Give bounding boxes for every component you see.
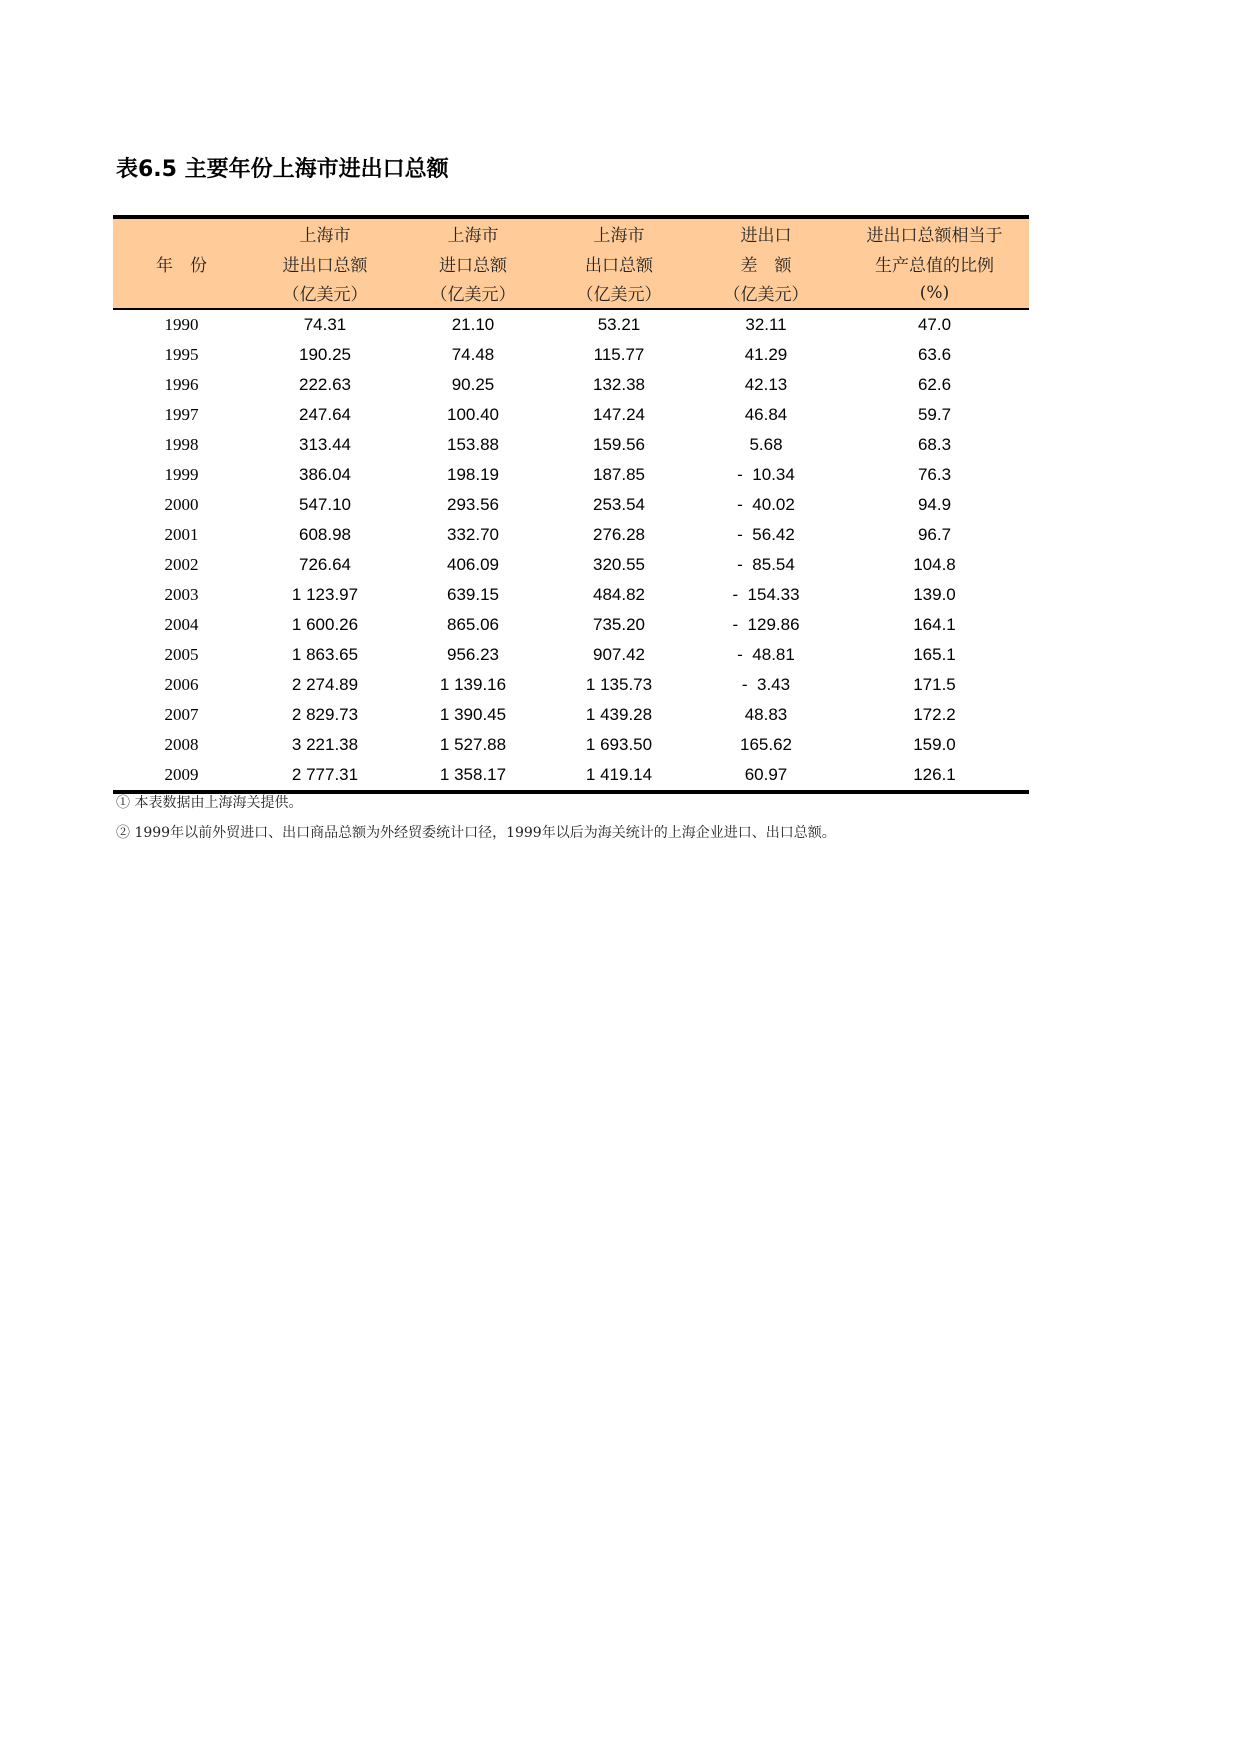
cell-total: 313.44 — [299, 434, 351, 454]
cell-total: 3 221.38 — [291, 734, 359, 754]
cell-import: 1 139.16 — [439, 674, 507, 694]
cell-year: 1996 — [164, 374, 199, 394]
table-row — [113, 760, 1029, 792]
cell-export: 159.56 — [593, 434, 645, 454]
cell-total: 247.64 — [299, 404, 351, 424]
cell-export: 735.20 — [593, 614, 645, 634]
cell-balance: 5.68 — [749, 434, 783, 454]
cell-year: 1998 — [164, 434, 199, 454]
cell-export: 1 439.28 — [585, 704, 653, 724]
cell-export: 147.24 — [593, 404, 645, 424]
cell-import: 90.25 — [451, 374, 495, 394]
cell-year: 2006 — [164, 674, 199, 694]
col-import-unit: （亿美元） — [400, 278, 546, 309]
table-row — [113, 340, 1029, 370]
cell-ratio: 172.2 — [913, 704, 956, 724]
table-row — [113, 610, 1029, 640]
page-title: 表6.5 主要年份上海市进出口总额 — [116, 157, 449, 182]
cell-total: 608.98 — [299, 524, 351, 544]
cell-ratio: 126.1 — [840, 760, 1029, 792]
col-import-line1: 上海市 — [400, 217, 546, 249]
cell-year: 1995 — [164, 344, 199, 364]
cell-export: 1 693.50 — [585, 734, 653, 754]
cell-balance: - 85.54 — [737, 554, 795, 574]
cell-total: 74.31 — [303, 314, 347, 334]
cell-balance: 32.11 — [745, 314, 787, 334]
cell-year: 2008 — [164, 734, 199, 754]
cell-ratio: 164.1 — [913, 614, 956, 634]
table-row — [113, 460, 1029, 490]
cell-export: 132.38 — [593, 374, 645, 394]
cell-total: 2 829.73 — [291, 704, 359, 724]
cell-balance: - 3.43 — [741, 674, 791, 694]
cell-total: 726.64 — [299, 554, 351, 574]
cell-import: 21.10 — [451, 314, 495, 334]
cell-export: 115.77 — [593, 344, 645, 364]
table-row — [113, 730, 1029, 760]
table-row — [113, 700, 1029, 730]
cell-ratio: 68.3 — [917, 434, 952, 454]
cell-year: 1997 — [164, 404, 199, 424]
col-balance-unit: （亿美元） — [692, 278, 840, 309]
cell-balance: - 129.86 — [732, 614, 800, 634]
cell-import: 198.19 — [447, 464, 499, 484]
table-header — [113, 217, 1029, 309]
cell-ratio: 96.7 — [917, 524, 952, 544]
footnote-1: ① 本表数据由上海海关提供。 — [116, 795, 303, 811]
col-export-unit: （亿美元） — [546, 278, 692, 309]
cell-import: 406.09 — [447, 554, 499, 574]
cell-balance: - 154.33 — [732, 584, 800, 604]
cell-ratio: 165.1 — [913, 644, 956, 664]
table-row — [113, 490, 1029, 520]
cell-balance: - 56.42 — [737, 524, 795, 544]
cell-total: 2 274.89 — [291, 674, 359, 694]
cell-balance: 41.29 — [744, 344, 788, 364]
cell-total: 547.10 — [299, 494, 351, 514]
col-total-line2: 进出口总额 — [282, 255, 368, 276]
col-balance-line2: 差 额 — [740, 255, 792, 276]
table-row — [113, 580, 1029, 610]
cell-ratio: 159.0 — [913, 734, 956, 754]
cell-ratio: 59.7 — [917, 404, 952, 424]
cell-balance: - 48.81 — [737, 644, 795, 664]
cell-export: 320.55 — [593, 554, 645, 574]
cell-balance: 165.62 — [740, 734, 792, 754]
cell-ratio: 104.8 — [913, 554, 956, 574]
cell-ratio: 47.0 — [917, 314, 952, 334]
cell-total: 222.63 — [299, 374, 351, 394]
cell-import: 100.40 — [447, 404, 499, 424]
cell-export: 1 419.14 — [546, 760, 692, 792]
cell-export: 484.82 — [593, 584, 645, 604]
cell-year: 2002 — [164, 554, 199, 574]
col-total-line1: 上海市 — [250, 217, 400, 249]
col-balance-line1: 进出口 — [692, 217, 840, 249]
cell-year: 2004 — [164, 614, 199, 634]
cell-ratio: 62.6 — [917, 374, 952, 394]
col-year: 年 份 — [156, 255, 207, 276]
cell-ratio: 76.3 — [917, 464, 952, 484]
cell-export: 253.54 — [593, 494, 645, 514]
cell-ratio: 63.6 — [917, 344, 952, 364]
table-row — [113, 430, 1029, 460]
cell-year: 2009 — [113, 760, 250, 792]
cell-year: 1999 — [164, 464, 199, 484]
table-row — [113, 550, 1029, 580]
cell-total: 1 863.65 — [291, 644, 359, 664]
cell-import: 865.06 — [447, 614, 499, 634]
cell-ratio: 171.5 — [913, 674, 956, 694]
col-ratio-line2: 生产总值的比例 — [875, 255, 994, 276]
cell-year: 2001 — [164, 524, 199, 544]
table-row — [113, 370, 1029, 400]
cell-total: 1 123.97 — [291, 584, 359, 604]
cell-import: 1 527.88 — [439, 734, 507, 754]
table-row — [113, 520, 1029, 550]
cell-import: 1 358.17 — [400, 760, 546, 792]
cell-ratio: 94.9 — [917, 494, 952, 514]
cell-balance: - 10.34 — [737, 464, 795, 484]
cell-import: 1 390.45 — [439, 704, 507, 724]
col-export-line2: 出口总额 — [585, 255, 653, 276]
cell-import: 293.56 — [447, 494, 499, 514]
cell-total: 2 777.31 — [250, 760, 400, 792]
cell-balance: 48.83 — [744, 704, 788, 724]
cell-import: 956.23 — [447, 644, 499, 664]
table-row — [113, 400, 1029, 430]
cell-year: 2003 — [164, 584, 199, 604]
cell-year: 2000 — [164, 494, 199, 514]
cell-export: 907.42 — [593, 644, 645, 664]
col-ratio-line1: 进出口总额相当于 — [840, 217, 1029, 249]
cell-year: 2005 — [164, 644, 199, 664]
cell-balance: - 40.02 — [737, 494, 795, 514]
col-export-line1: 上海市 — [546, 217, 692, 249]
trade-table — [113, 215, 1029, 794]
cell-import: 74.48 — [451, 344, 495, 364]
cell-year: 1990 — [164, 314, 199, 334]
cell-balance: 46.84 — [744, 404, 788, 424]
cell-total: 1 600.26 — [291, 614, 359, 634]
cell-ratio: 139.0 — [913, 584, 956, 604]
cell-balance: 42.13 — [744, 374, 788, 394]
cell-total: 386.04 — [299, 464, 351, 484]
cell-balance: 60.97 — [692, 760, 840, 792]
table-body — [113, 309, 1029, 792]
cell-export: 276.28 — [593, 524, 645, 544]
table-row — [113, 640, 1029, 670]
footnote-2: ② 1999年以前外贸进口、出口商品总额为外经贸委统计口径，1999年以后为海关统计的上海企业进口、出口总额。 — [116, 825, 836, 841]
table-row — [113, 309, 1029, 340]
cell-export: 1 135.73 — [585, 674, 653, 694]
cell-export: 53.21 — [597, 314, 641, 334]
table-row — [113, 670, 1029, 700]
cell-import: 639.15 — [447, 584, 499, 604]
cell-total: 190.25 — [299, 344, 351, 364]
cell-import: 332.70 — [447, 524, 499, 544]
cell-year: 2007 — [164, 704, 199, 724]
col-ratio-unit: (%) — [840, 278, 1029, 309]
cell-export: 187.85 — [593, 464, 645, 484]
col-import-line2: 进口总额 — [439, 255, 507, 276]
cell-import: 153.88 — [447, 434, 499, 454]
col-total-unit: （亿美元） — [250, 278, 400, 309]
